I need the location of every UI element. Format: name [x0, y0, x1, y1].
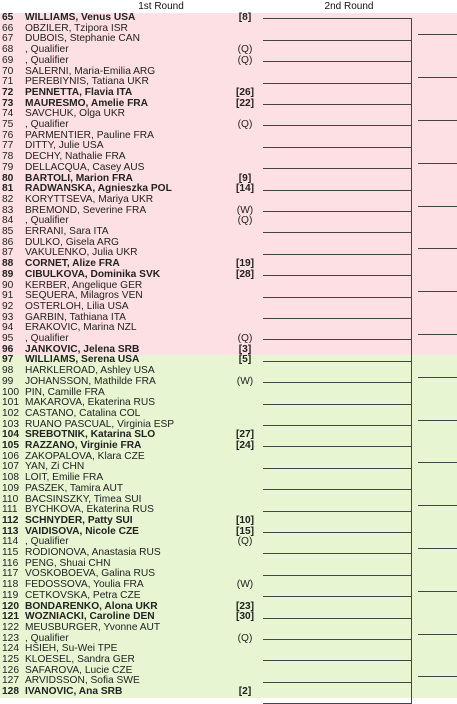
player-name: WOZNIACKI, Caroline DEN [25, 611, 155, 623]
player-name: BARTOLI, Marion FRA [25, 172, 133, 184]
player-name: JOHANSSON, Mathilde FRA [25, 375, 156, 387]
player-name: DITTY, Julie USA [25, 140, 104, 152]
player-name: BREMOND, Severine FRA [25, 204, 147, 216]
entry-number: 120 [2, 600, 19, 612]
second-round-slot-line [418, 206, 457, 207]
player-name: PARMENTIER, Pauline FRA [25, 129, 154, 141]
entry-number: 87 [2, 247, 14, 259]
player-name: RAZZANO, Virginie FRA [25, 440, 142, 451]
player-name: , Qualifier [25, 333, 69, 344]
entry-number: 77 [2, 140, 14, 152]
player-name: RODIONOVA, Anastasia RUS [25, 547, 161, 558]
player-name: ERRANI, Sara ITA [25, 226, 109, 237]
entry-number: 100 [2, 386, 19, 398]
entry-number: 128 [2, 686, 19, 698]
player-name: KLOESEL, Sandra GER [25, 654, 135, 665]
player-name: IVANOVIC, Ana SRB [25, 686, 123, 698]
entry-number: 80 [2, 172, 14, 184]
player-name: OBZILER, Tzipora ISR [25, 22, 128, 34]
entry-number: 113 [2, 525, 19, 537]
entry-number: 104 [2, 429, 19, 441]
player-name: PEREBIYNIS, Tatiana UKR [25, 76, 149, 88]
second-round-slot-line [418, 163, 457, 164]
entry-number: 103 [2, 418, 19, 430]
second-round-slot-line [418, 548, 457, 549]
player-name: HARKLEROAD, Ashley USA [25, 365, 155, 377]
player-name: , Qualifier [25, 44, 69, 56]
entry-number: 94 [2, 322, 14, 334]
seed-label: [27] [235, 429, 255, 441]
entry-number: 123 [2, 632, 19, 644]
player-name: CIBULKOVA, Dominika SVK [25, 268, 161, 280]
entry-number: 114 [2, 536, 19, 548]
player-name: PASZEK, Tamira AUT [25, 482, 124, 494]
player-name: PENG, Shuai CHN [25, 557, 111, 569]
seed-label: [2] [238, 686, 252, 698]
second-round-slot-line [418, 291, 457, 292]
entry-number: 71 [2, 76, 14, 88]
entry-number: 102 [2, 407, 19, 419]
player-name: KORYTTSEVA, Mariya UKR [25, 193, 154, 205]
seed-label: [5] [238, 354, 252, 366]
first-round-match-bracket [263, 61, 412, 83]
entry-number: 107 [2, 461, 19, 473]
second-round-slot-line [418, 505, 457, 506]
player-name: SAVCHUK, Olga UKR [25, 108, 126, 120]
first-round-match-bracket [263, 190, 412, 212]
player-name: ZAKOPALOVA, Klara CZE [25, 450, 145, 462]
seed-label: (Q) [237, 215, 253, 227]
entry-number: 97 [2, 354, 14, 366]
player-name: MAKAROVA, Ekaterina RUS [25, 397, 156, 409]
second-round-slot-line [418, 377, 457, 378]
entry-number: 96 [2, 343, 14, 355]
player-name: GARBIN, Tathiana ITA [25, 311, 126, 323]
player-name: SCHNYDER, Patty SUI [25, 514, 133, 526]
second-round-slot-line [418, 34, 457, 35]
entry-number: 66 [2, 22, 14, 34]
player-name: JANKOVIC, Jelena SRB [25, 343, 140, 355]
seed-label: (Q) [237, 54, 253, 66]
first-round-match-bracket [263, 489, 412, 511]
player-name: CASTANO, Catalina COL [25, 407, 141, 419]
first-round-match-bracket [263, 682, 412, 704]
first-round-match-bracket [263, 339, 412, 361]
entry-number: 127 [2, 675, 19, 687]
first-round-match-bracket [263, 468, 412, 490]
entry-number: 75 [2, 119, 14, 130]
player-name: MEUSBURGER, Yvonne AUT [25, 621, 161, 633]
entry-number: 88 [2, 258, 14, 270]
entry-number: 85 [2, 226, 14, 237]
seed-label: [3] [238, 343, 252, 355]
second-round-slot-line [418, 248, 457, 249]
first-round-match-bracket [263, 404, 412, 426]
player-name: SALERNI, Maria-Emilia ARG [25, 65, 156, 77]
player-name: SAFAROVA, Lucie CZE [25, 664, 133, 676]
seed-label: [22] [235, 97, 255, 109]
first-round-match-bracket [263, 318, 412, 340]
seed-label: (W) [236, 579, 254, 591]
second-round-slot-line [418, 634, 457, 635]
first-round-match-bracket [263, 575, 412, 597]
player-name: ARVIDSSON, Sofia SWE [25, 675, 140, 687]
entry-number: 90 [2, 279, 14, 291]
player-name: , Qualifier [25, 215, 69, 227]
first-round-match-bracket [263, 83, 412, 105]
entry-number: 126 [2, 664, 19, 676]
entry-number: 125 [2, 654, 19, 665]
entry-number: 98 [2, 365, 14, 377]
player-name: , Qualifier [25, 536, 69, 548]
entry-number: 68 [2, 44, 14, 56]
player-name: SEQUERA, Milagros VEN [25, 290, 143, 302]
first-round-match-bracket [263, 361, 412, 383]
first-round-match-bracket [263, 511, 412, 533]
second-round-slot-line [418, 676, 457, 677]
seed-label: (Q) [237, 44, 253, 56]
entry-number: 99 [2, 375, 14, 387]
entry-number: 101 [2, 397, 19, 409]
entry-number: 111 [2, 504, 18, 516]
second-round-slot-line [418, 120, 457, 121]
entry-number: 74 [2, 108, 14, 120]
entry-number: 116 [2, 557, 19, 569]
seed-label: [24] [235, 440, 255, 451]
entry-number: 115 [2, 547, 19, 558]
player-name: WILLIAMS, Venus USA [25, 12, 136, 23]
entry-number: 91 [2, 290, 14, 302]
first-round-match-bracket [263, 40, 412, 62]
seed-label: [15] [235, 525, 255, 537]
seed-label: [28] [235, 268, 255, 280]
round2-header: 2nd Round [324, 1, 374, 12]
first-round-match-bracket [263, 553, 412, 575]
first-round-match-bracket [263, 232, 412, 254]
player-name: PIN, Camille FRA [25, 386, 105, 398]
entry-number: 106 [2, 450, 19, 462]
first-round-match-bracket [263, 125, 412, 147]
entry-number: 89 [2, 268, 14, 280]
seed-label: (W) [236, 375, 254, 387]
entry-number: 122 [2, 621, 19, 633]
seed-label: (Q) [237, 632, 253, 644]
first-round-match-bracket [263, 425, 412, 447]
entry-number: 79 [2, 161, 14, 173]
player-name: SREBOTNIK, Katarina SLO [25, 429, 156, 441]
player-name: LOIT, Emilie FRA [25, 472, 104, 484]
player-name: VAIDISOVA, Nicole CZE [25, 525, 139, 537]
player-name: PENNETTA, Flavia ITA [25, 86, 133, 98]
entry-number: 112 [2, 514, 19, 526]
entry-number: 82 [2, 193, 14, 205]
player-name: KERBER, Angelique GER [25, 279, 143, 291]
entry-number: 83 [2, 204, 14, 216]
player-name: DUBOIS, Stephanie CAN [25, 33, 140, 45]
entry-number: 93 [2, 311, 14, 323]
seed-label: [10] [235, 514, 255, 526]
seed-label: [23] [235, 600, 255, 612]
player-name: RADWANSKA, Agnieszka POL [25, 183, 172, 195]
player-name: FEDOSSOVA, Youlia FRA [25, 579, 144, 591]
player-name: DULKO, Gisela ARG [25, 236, 119, 248]
entry-number: 109 [2, 482, 19, 494]
first-round-match-bracket [263, 297, 412, 319]
first-round-match-bracket [263, 275, 412, 297]
seed-label: [9] [238, 172, 252, 184]
first-round-match-bracket [263, 168, 412, 190]
player-name: , Qualifier [25, 632, 69, 644]
first-round-match-bracket [263, 104, 412, 126]
seed-label: (Q) [237, 536, 253, 548]
first-round-match-bracket [263, 618, 412, 640]
entry-number: 84 [2, 215, 14, 227]
entry-number: 81 [2, 183, 14, 195]
entry-number: 124 [2, 643, 19, 655]
first-round-match-bracket [263, 446, 412, 468]
seed-label: [30] [235, 611, 255, 623]
entry-number: 65 [2, 12, 14, 23]
first-round-match-bracket [263, 532, 412, 554]
player-name: WILLIAMS, Serena USA [25, 354, 140, 366]
entry-number: 118 [2, 579, 19, 591]
player-name: CETKOVSKA, Petra CZE [25, 589, 141, 601]
player-name: BYCHKOVA, Ekaterina RUS [25, 504, 154, 516]
seed-label: [26] [235, 86, 255, 98]
second-round-slot-line [418, 420, 457, 421]
second-round-slot-line [418, 334, 457, 335]
player-name: BACSINSZKY, Timea SUI [25, 493, 142, 505]
first-round-match-bracket [263, 596, 412, 618]
entry-number: 72 [2, 86, 14, 98]
second-round-slot-line [418, 591, 457, 592]
seed-label: [19] [235, 258, 255, 270]
first-round-match-bracket [263, 18, 412, 40]
first-round-match-bracket [263, 147, 412, 169]
entry-number: 69 [2, 54, 14, 66]
player-name: DECHY, Nathalie FRA [25, 151, 126, 163]
seed-label: (Q) [237, 119, 253, 130]
first-round-match-bracket [263, 639, 412, 661]
first-round-match-bracket [263, 211, 412, 233]
player-name: CORNET, Alize FRA [25, 258, 120, 270]
entry-number: 119 [2, 589, 19, 601]
entry-number: 78 [2, 151, 14, 163]
seed-label: [14] [235, 183, 255, 195]
player-name: HSIEH, Su-Wei TPE [25, 643, 118, 655]
player-name: OSTERLOH, Lilia USA [25, 300, 129, 312]
entry-number: 70 [2, 65, 14, 77]
seed-label: (W) [236, 204, 254, 216]
second-round-slot-line [418, 77, 457, 78]
first-round-match-bracket [263, 254, 412, 276]
player-name: DELLACQUA, Casey AUS [25, 161, 145, 173]
player-name: BONDARENKO, Alona UKR [25, 600, 158, 612]
entry-number: 110 [2, 493, 19, 505]
entry-number: 73 [2, 97, 14, 109]
first-round-match-bracket [263, 660, 412, 682]
player-name: VOSKOBOEVA, Galina RUS [25, 568, 156, 580]
second-round-slot-line [418, 462, 457, 463]
seed-label: [8] [238, 12, 252, 23]
entry-number: 76 [2, 129, 14, 141]
player-name: ERAKOVIC, Marina NZL [25, 322, 137, 334]
round1-header: 1st Round [138, 1, 184, 12]
entry-number: 67 [2, 33, 14, 45]
seed-label: (Q) [237, 333, 253, 344]
player-name: VAKULENKO, Julia UKR [25, 247, 138, 259]
entry-number: 92 [2, 300, 14, 312]
entry-number: 108 [2, 472, 19, 484]
player-name: YAN, Zi CHN [25, 461, 85, 473]
player-name: , Qualifier [25, 54, 69, 66]
player-name: , Qualifier [25, 119, 69, 130]
entry-number: 117 [2, 568, 19, 580]
player-name: RUANO PASCUAL, Virginia ESP [25, 418, 175, 430]
entry-number: 105 [2, 440, 19, 451]
entry-number: 121 [2, 611, 19, 623]
entry-number: 95 [2, 333, 14, 344]
first-round-match-bracket [263, 382, 412, 404]
entry-number: 86 [2, 236, 14, 248]
player-name: MAURESMO, Amelie FRA [25, 97, 149, 109]
